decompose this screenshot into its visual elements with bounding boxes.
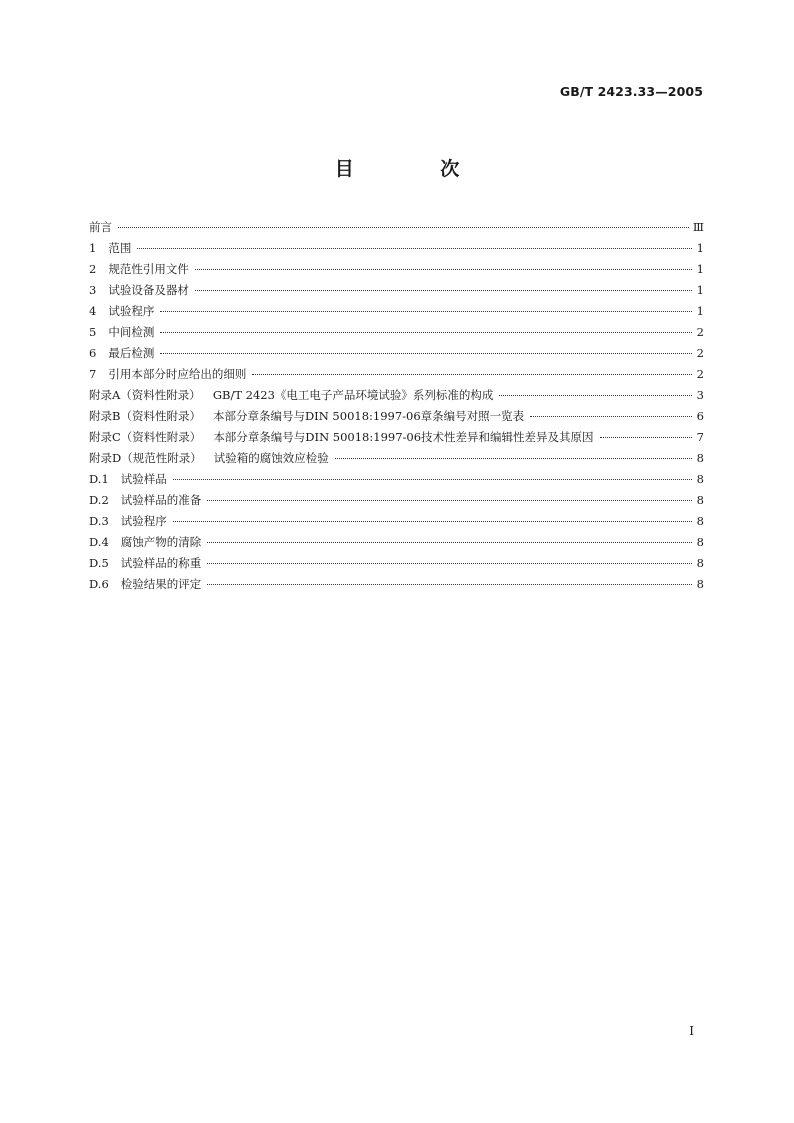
toc-entry-page: 8 [696, 451, 704, 465]
toc-entry-text: 本部分章条编号与DIN 50018:1997-06技术性差异和编辑性差异及其原因 [213, 430, 594, 444]
toc-entry-2[interactable] [89, 259, 704, 280]
toc-entry-text: 规范性引用文件 [108, 262, 189, 276]
dot-leader [600, 437, 692, 438]
toc-entry-page: 8 [696, 493, 704, 507]
toc-entry-label [89, 217, 112, 238]
toc-entry-page: 6 [696, 409, 704, 423]
toc-entry-d6[interactable] [89, 574, 704, 595]
dot-leader [195, 269, 692, 270]
toc-entry-number: D.5 [89, 556, 109, 570]
toc-entry-page: 1 [696, 262, 704, 276]
toc-entry-label [89, 490, 201, 511]
dot-leader [160, 332, 692, 333]
toc-entry-label [89, 469, 167, 490]
toc-entry-number: D.4 [89, 535, 109, 549]
page-title: 目 次 [334, 158, 500, 180]
toc-entry-4[interactable] [89, 301, 704, 322]
toc-entry-page: 8 [696, 514, 704, 528]
table-of-contents [89, 217, 704, 595]
toc-entry-number: 3 [89, 283, 97, 297]
toc-entry-number: 附录A（资料性附录） [89, 388, 201, 402]
toc-entry-label [89, 574, 201, 595]
toc-entry-annex-d[interactable] [89, 448, 704, 469]
toc-entry-label [89, 364, 246, 385]
toc-entry-number: 4 [89, 304, 97, 318]
dot-leader [137, 248, 692, 249]
toc-entry-foreword[interactable] [89, 217, 704, 238]
toc-entry-text: 中间检测 [108, 325, 155, 339]
toc-entry-number: 附录B（资料性附录） [89, 409, 201, 423]
toc-entry-page: Ⅲ [692, 220, 704, 234]
toc-entry-page: 8 [696, 556, 704, 570]
dot-leader [207, 563, 692, 564]
dot-leader [335, 458, 692, 459]
toc-entry-label [89, 301, 154, 322]
toc-entry-label [89, 238, 131, 259]
toc-entry-page: 8 [696, 535, 704, 549]
toc-entry-text: 试验程序 [108, 304, 155, 318]
toc-entry-text: 试验程序 [120, 514, 167, 528]
toc-entry-annex-c[interactable] [89, 427, 704, 448]
toc-entry-label [89, 448, 329, 469]
toc-entry-annex-a[interactable] [89, 385, 704, 406]
dot-leader [160, 311, 692, 312]
toc-entry-number: D.6 [89, 577, 109, 591]
toc-entry-number: D.2 [89, 493, 109, 507]
toc-entry-label [89, 280, 189, 301]
toc-entry-page: 8 [696, 577, 704, 591]
toc-entry-number: 1 [89, 241, 97, 255]
dot-leader [252, 374, 692, 375]
toc-entry-label [89, 322, 154, 343]
toc-entry-text: GB/T 2423《电工电子产品环境试验》系列标准的构成 [212, 388, 494, 402]
toc-entry-label [89, 511, 167, 532]
toc-entry-number: D.3 [89, 514, 109, 528]
toc-entry-text: 试验箱的腐蚀效应检验 [213, 451, 329, 465]
toc-entry-page: 1 [696, 283, 704, 297]
toc-entry-page: 2 [696, 367, 704, 381]
toc-entry-label [89, 406, 524, 427]
toc-entry-text: 试验样品的准备 [120, 493, 202, 507]
toc-entry-page: 3 [696, 388, 704, 402]
dot-leader [173, 521, 692, 522]
dot-leader [118, 227, 689, 228]
toc-entry-6[interactable] [89, 343, 704, 364]
toc-entry-text: 试验样品的称重 [120, 556, 202, 570]
dot-leader [195, 290, 692, 291]
toc-entry-text: 最后检测 [108, 346, 155, 360]
dot-leader [207, 542, 692, 543]
toc-entry-page: 2 [696, 346, 704, 360]
dot-leader [530, 416, 692, 417]
toc-entry-number: 5 [89, 325, 97, 339]
toc-entry-label [89, 553, 201, 574]
toc-entry-number: 7 [89, 367, 97, 381]
toc-entry-number: 6 [89, 346, 97, 360]
toc-entry-text: 引用本部分时应给出的细则 [108, 367, 247, 381]
toc-entry-text: 腐蚀产物的清除 [120, 535, 202, 549]
toc-entry-3[interactable] [89, 280, 704, 301]
dot-leader [499, 395, 692, 396]
dot-leader [207, 584, 692, 585]
toc-entry-number: 附录D（规范性附录） [89, 451, 202, 465]
toc-entry-label [89, 427, 594, 448]
toc-entry-5[interactable] [89, 322, 704, 343]
toc-entry-page: 7 [696, 430, 704, 444]
dot-leader [207, 500, 692, 501]
dot-leader [160, 353, 692, 354]
toc-entry-d1[interactable] [89, 469, 704, 490]
toc-entry-text: 检验结果的评定 [120, 577, 202, 591]
toc-entry-text: 试验样品 [120, 472, 167, 486]
toc-entry-label [89, 532, 201, 553]
toc-entry-text: 试验设备及器材 [108, 283, 189, 297]
toc-entry-text: 范围 [108, 241, 132, 255]
toc-entry-1[interactable] [89, 238, 704, 259]
toc-entry-text: 本部分章条编号与DIN 50018:1997-06章条编号对照一览表 [212, 409, 525, 423]
toc-entry-label [89, 343, 154, 364]
toc-entry-text: 前言 [89, 220, 112, 234]
standard-number: GB/T 2423.33—2005 [559, 84, 703, 99]
toc-entry-number: 附录C（资料性附录） [89, 430, 202, 444]
toc-entry-label [89, 259, 189, 280]
toc-entry-d4[interactable] [89, 532, 704, 553]
toc-entry-page: 8 [696, 472, 704, 486]
toc-entry-label [89, 385, 493, 406]
toc-entry-number: 2 [89, 262, 97, 276]
page-folio: Ⅰ [689, 1024, 694, 1038]
toc-entry-7[interactable] [89, 364, 704, 385]
toc-entry-d3[interactable] [89, 511, 704, 532]
dot-leader [173, 479, 692, 480]
toc-entry-page: 2 [696, 325, 704, 339]
toc-entry-page: 1 [696, 304, 704, 318]
toc-entry-annex-b[interactable] [89, 406, 704, 427]
toc-entry-d2[interactable] [89, 490, 704, 511]
toc-entry-d5[interactable] [89, 553, 704, 574]
toc-entry-number: D.1 [89, 472, 109, 486]
toc-entry-page: 1 [696, 241, 704, 255]
